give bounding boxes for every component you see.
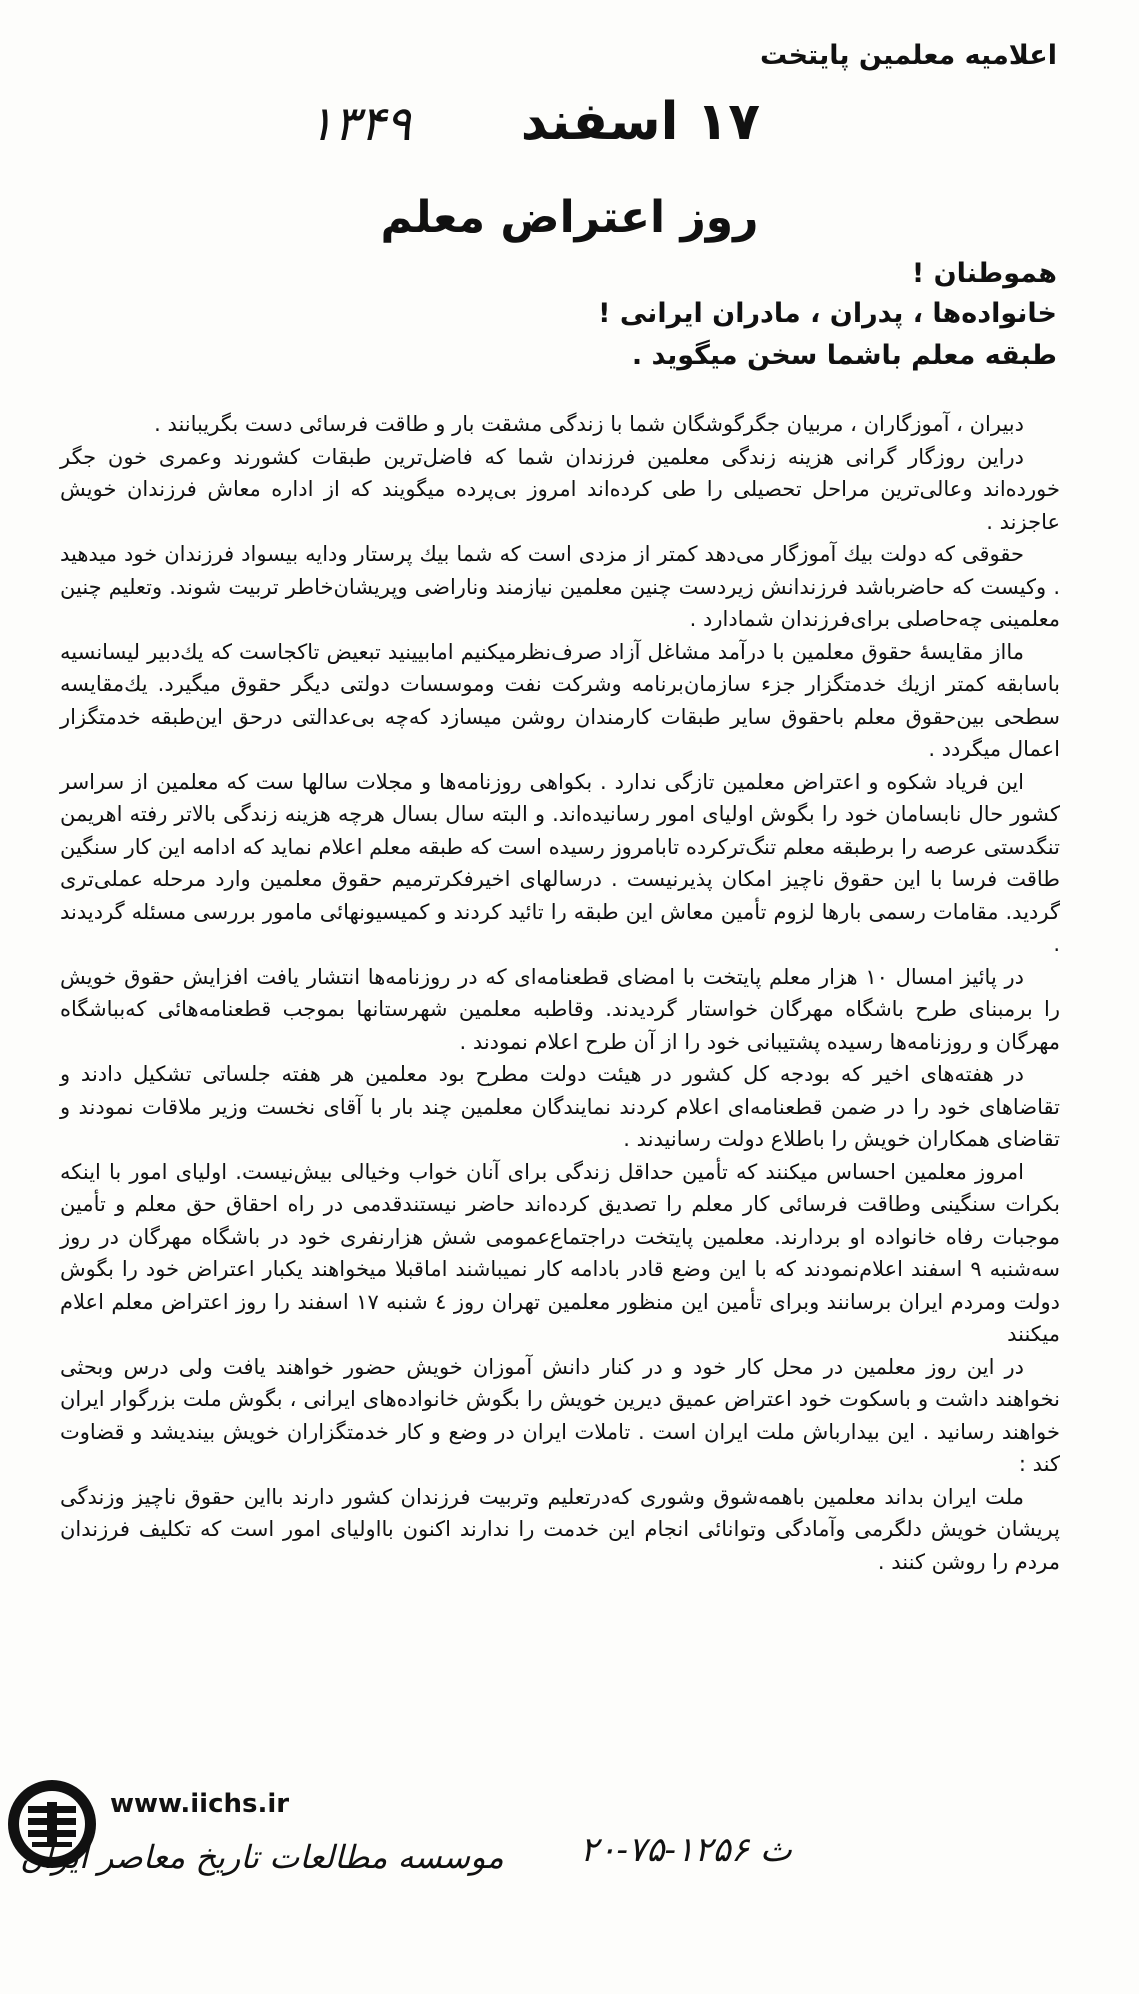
paragraph: در هفته‌های اخیر که بودجه کل کشور در هیئت دولت مطرح بود معلمین هر هفته جلساتی تشکیل دادند و تقاضاهای خود را در ضمن قطعنامه‌ای اعلام کردند نمایندگان معلمین چند بار با آقای نخست وزیر ملاقات نمودند و تقاضای همکاران خویش را باطلاع دولت رسانیدند . bbox=[60, 1062, 1060, 1151]
date-line bbox=[300, 92, 760, 172]
paragraph: دبیران ، آموزگاران ، مربیان جگرگوشگان شما با زندگی مشقت بار و طاقت فرسائی دست بگریبانند . bbox=[154, 412, 1024, 436]
paragraph: در این روز معلمین در محل کار خود و در کنار دانش آموزان خویش حضور خواهند یافت ولی درس وبحثی نخواهند داشت و باسکوت خود اعتراض عمیق دیرین خویش را بگوش خانواده‌های ایرانی ، بگوش ملت بزرگوار ایران خواهند رسانید . این بیدارباش ملت ایران است . تاملات ایران در وضع و کار خدمتگزاران خویش بیندیشد و قضاوت کند : bbox=[60, 1354, 1060, 1476]
paragraph: دراین روزگار گرانی هزینه زندگی معلمین فرزندان شما که فاضل‌ترین طبقات کشورند وعمری خون جگر خورده‌اند وعالی‌ترین مراحل تحصیلی را طی کرده‌اند امروز بی‌پرده میگویند که از اداره معاش فرزندان خویش عاجزند . bbox=[60, 444, 1060, 534]
document-number: ۲۰-۷۵-۱۲۵۶ ث bbox=[580, 1830, 792, 1870]
paragraph: این فریاد شکوه و اعتراض معلمین تازگی ندارد . بکواهی روزنامه‌ها و مجلات سالها ست که معلمین از سراسر کشور حال نابسامان خود را بگوش اولیای امور رسانیده‌اند. و البته سال بسال هرچه هزینه زندگی بالاتر رفته اهریمن تنگدستی عرصه را برطبقه معلم تنگ‌ترکرده تابامروز رسیده است که طبقه معلم اعلام نماید که ادامه این کار سنگین طاقت فرسا با این حقوق ناچیز امکان پذیرنیست . درسالهای اخیرفکرترمیم حقوق معلمین وارد مرحله عملی‌تری گردید. مقامات رسمی بارها لزوم تأمین معاش این طبقه را تائید کردند و کمیسیونهائی مامور بررسی مسئله گردیدند . bbox=[60, 769, 1060, 956]
salutation-families: خانواده‌ها ، پدران ، مادران ایرانی ! bbox=[598, 298, 1057, 329]
institute-website: www.iichs.ir bbox=[110, 1789, 290, 1819]
salutation-teachers-speak: طبقه معلم باشما سخن میگوید . bbox=[631, 340, 1057, 371]
paragraph: مااز مقایسهٔ حقوق معلمین با درآمد مشاغل آزاد صرف‌نظرمیکنیم امابیینید تبعیض تاکجاست که یك‌دبیر لیسانسیه باسابقه کمتر ازیك خدمتگزار جزء سازمان‌برنامه وشرکت نفت وموسسات دولتی دیگر حقوق میگیرد. یك‌مقایسه سطحی بین‌حقوق معلم باحقوق سایر طبقات کارمندان روشن میسازد که‌چه بی‌عدالتی درحق این‌طبقه خدمتگزار اعمال میگردد . bbox=[60, 639, 1060, 761]
institute-name: موسسه مطالعات تاریخ معاصر ایران bbox=[20, 1838, 504, 1876]
body-text bbox=[60, 408, 1060, 1578]
paragraph: در پائیز امسال ۱۰ هزار معلم پایتخت با امضای قطعنامه‌ای که در روزنامه‌ها انتشار یافت افزایش حقوق خویش را برمبنای طرح باشگاه مهرگان خواستار گردیدند. وقاطبه معلمین شهرستانها بموجب قطعنامه‌هائی که‌بباشگاه مهرگان و روزنامه‌ها رسیده پشتیبانی خود را از آن طرح اعلام نمودند . bbox=[60, 964, 1060, 1054]
main-title: روز اعتراض معلم bbox=[380, 192, 759, 243]
paragraph: ملت ایران بداند معلمین باهمه‌شوق وشوری که‌درتعلیم وتربیت فرزندان کشور دارند بااین حقوق ناچیز وزندگی پریشان خویش دلگرمی وآمادگی وتوانائی انجام این خدمت را ندارند اکنون بااولیای امور است که تکلیف فرزندان مردم را روشن کنند . bbox=[60, 1484, 1060, 1574]
salutation-compatriots: هموطنان ! bbox=[911, 258, 1057, 289]
date-year-handwritten: ۱۳۴۹ bbox=[308, 96, 412, 152]
document-header: اعلامیه معلمین پایتخت bbox=[760, 40, 1057, 71]
paragraph: حقوقی که دولت بیك آموزگار می‌دهد کمتر از مزدی است که شما بیك پرستار ودایه بیسواد فرزندان خود میدهید . وکیست که حاضرباشد فرزندانش زیردست چنین معلمین نیازمند وناراضی وپریشان‌خاطر تربیت شوند. وتعلیم چنین معلمینی چه‌حاصلی برای‌فرزندان شمادارد . bbox=[60, 542, 1060, 631]
paragraph: امروز معلمین احساس میکنند که تأمین حداقل زندگی برای آنان خواب وخیالی بیش‌نیست. اولیای امور با اینکه بکرات سنگینی وطاقت فرسائی کار معلم را تصدیق کرده‌اند حاضر نیستندقدمی در راه احقاق حق معلم و تأمین موجبات رفاه خانواده او بردارند. معلمین پایتخت دراجتماع‌عمومی شش هزارنفری خود در باشگاه مهرگان در روز سه‌شنبه ۹ اسفند اعلام‌نمودند که با این وضع قادر بادامه کار نمیباشند اماقبلا میخواهند یکبار اعتراض خود را بگوش دولت ومردم ایران برسانند وبرای تأمین این منظور معلمین تهران روز ٤ شنبه ۱۷ اسفند را روز اعتراض معلم اعلام میکنند bbox=[60, 1159, 1060, 1346]
date-day-month: ۱۷ اسفند bbox=[520, 92, 760, 152]
